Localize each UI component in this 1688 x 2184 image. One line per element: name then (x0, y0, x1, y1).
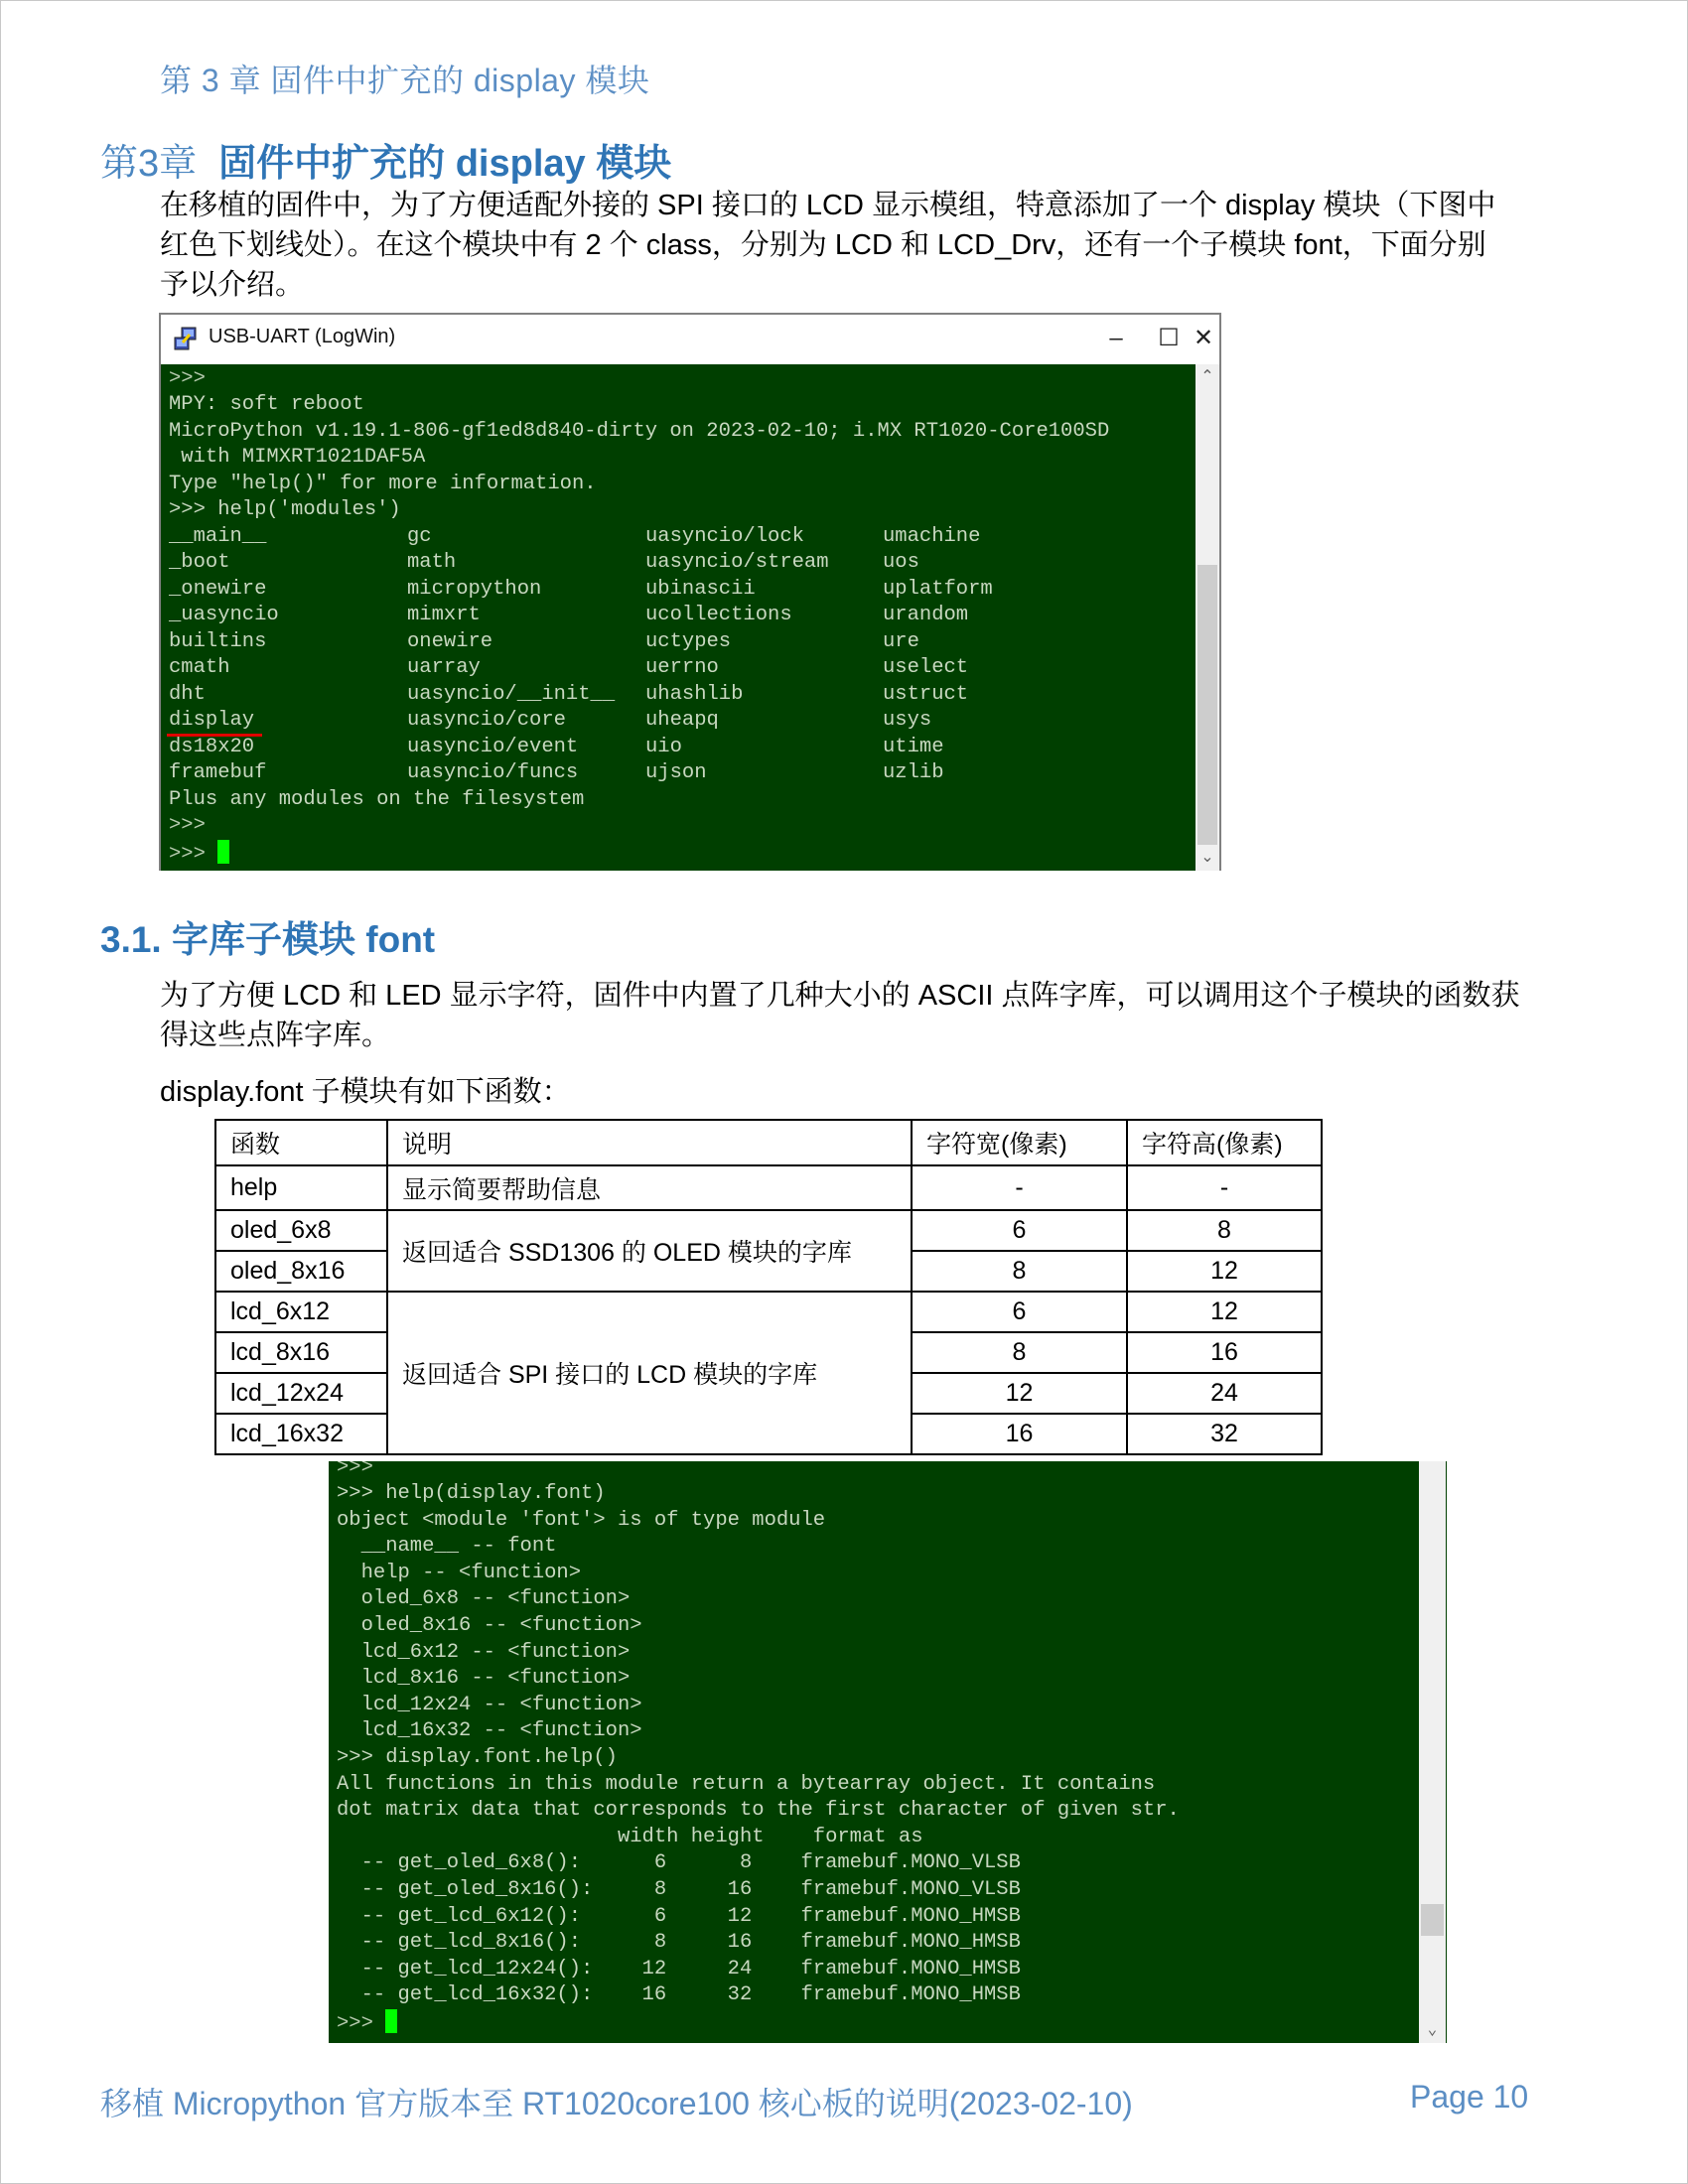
terminal-line: -- get_lcd_16x32(): 16 32 framebuf.MONO_HMSB (337, 1983, 1021, 2006)
module-cell: uasyncio/event (407, 736, 579, 758)
terminal-output[interactable] (161, 364, 1196, 871)
terminal-line: oled_6x8 -- <function> (337, 1587, 631, 1610)
module-cell: uplatform (883, 578, 993, 601)
terminal-line: Plus any modules on the filesystem (169, 788, 585, 811)
table-row (215, 1292, 1322, 1332)
height-cell: 12 (1127, 1292, 1322, 1332)
height-cell: 8 (1127, 1210, 1322, 1251)
scrollbar-thumb[interactable] (1421, 1904, 1444, 1936)
module-cell: framebuf (169, 761, 267, 784)
chapter-heading (100, 132, 671, 187)
func-cell: lcd_12x24 (215, 1373, 387, 1414)
table-header-row (215, 1120, 1322, 1165)
module-cell: builtins (169, 630, 267, 653)
table-row (215, 1210, 1322, 1251)
terminal-line: lcd_16x32 -- <function> (337, 1719, 642, 1742)
terminal-line: -- get_lcd_8x16(): 8 16 framebuf.MONO_HMSB (337, 1931, 1021, 1954)
module-cell: uselect (883, 656, 969, 679)
module-cell: uasyncio/__init__ (407, 683, 616, 706)
chapter-number: 第3章 (100, 143, 198, 185)
scroll-up-arrow-icon[interactable]: ⌃ (1200, 368, 1214, 385)
width-cell: 8 (912, 1251, 1127, 1292)
paragraph-line: 得这些点阵字库。 (160, 1020, 391, 1051)
width-cell: 12 (912, 1373, 1127, 1414)
height-cell: - (1127, 1165, 1322, 1210)
module-cell: uasyncio/lock (645, 525, 804, 548)
terminal-line: __name__ -- font (337, 1535, 557, 1558)
module-cell: uheapq (645, 709, 719, 732)
maximize-button[interactable]: ☐ (1158, 325, 1180, 351)
close-button[interactable]: ✕ (1193, 325, 1214, 351)
prompt-text: >>> (337, 2012, 386, 2035)
running-header: 第 3 章 固件中扩充的 display 模块 (160, 63, 650, 98)
module-cell: _boot (169, 551, 230, 574)
terminal-line: oled_8x16 -- <function> (337, 1614, 642, 1637)
header-cell: 说明 (387, 1120, 912, 1165)
module-cell: uasyncio/funcs (407, 761, 579, 784)
module-cell: gc (407, 525, 432, 548)
terminal-line: width height format as (337, 1826, 923, 1848)
module-cell: usys (883, 709, 932, 732)
width-cell: 6 (912, 1292, 1127, 1332)
module-cell: ds18x20 (169, 736, 255, 758)
terminal-line: lcd_12x24 -- <function> (337, 1694, 642, 1716)
minimize-button[interactable]: – (1109, 325, 1123, 351)
module-cell: uzlib (883, 761, 944, 784)
font-function-table (214, 1119, 1323, 1455)
module-cell: ujson (645, 761, 707, 784)
module-cell-display: display (169, 709, 255, 732)
terminal-line: >>> help('modules') (169, 498, 401, 521)
height-cell: 16 (1127, 1332, 1322, 1373)
terminal-line: lcd_8x16 -- <function> (337, 1667, 631, 1690)
module-cell: math (407, 551, 457, 574)
paragraph-line: 为了方便 LCD 和 LED 显示字符，固件中内置了几种大小的 ASCII 点阵字库，可以调用这个子模块的函数获 (160, 980, 1520, 1012)
text-cursor (217, 840, 229, 864)
module-cell: ucollections (645, 604, 792, 626)
terminal-line: >>> (169, 814, 206, 837)
table-caption (160, 1072, 1570, 1112)
scrollbar-thumb[interactable] (1197, 565, 1217, 845)
text-cursor (385, 2009, 397, 2033)
desc-cell: 返回适合 SPI 接口的 LCD 模块的字库 (387, 1292, 912, 1454)
module-cell: micropython (407, 578, 542, 601)
module-cell: onewire (407, 630, 493, 653)
func-cell: lcd_16x32 (215, 1414, 387, 1454)
logwin-window (159, 313, 1221, 871)
window-titlebar[interactable] (161, 315, 1219, 364)
module-cell: dht (169, 683, 206, 706)
module-cell: uos (883, 551, 919, 574)
width-cell: 8 (912, 1332, 1127, 1373)
terminal-line: -- get_oled_6x8(): 6 8 framebuf.MONO_VLSB (337, 1851, 1021, 1874)
module-cell: ure (883, 630, 919, 653)
paragraph-line: 予以介绍。 (160, 269, 305, 301)
terminal-line: MicroPython v1.19.1-806-gf1ed8d840-dirty on 2023-02-10; i.MX RT1020-Core100SD (169, 420, 1110, 443)
module-cell: uhashlib (645, 683, 744, 706)
paragraph-line: 红色下划线处）。在这个模块中有 2 个 class，分别为 LCD 和 LCD_Drv，还有一个子模块 font，下面分别 (160, 229, 1486, 261)
terminal-line: dot matrix data that corresponds to the first character of given str. (337, 1799, 1180, 1822)
terminal-line: -- get_oled_8x16(): 8 16 framebuf.MONO_VLSB (337, 1878, 1021, 1901)
module-cell: _uasyncio (169, 604, 279, 626)
module-cell: utime (883, 736, 944, 758)
func-cell: oled_6x8 (215, 1210, 387, 1251)
module-cell: uerrno (645, 656, 719, 679)
terminal-line: >>> (169, 367, 206, 390)
height-cell: 24 (1127, 1373, 1322, 1414)
func-cell: lcd_8x16 (215, 1332, 387, 1373)
width-cell: - (912, 1165, 1127, 1210)
module-cell: umachine (883, 525, 981, 548)
module-cell: uasyncio/stream (645, 551, 829, 574)
page-number: Page 10 (1410, 2079, 1529, 2115)
terminal-line: lcd_6x12 -- <function> (337, 1641, 631, 1664)
module-cell: uctypes (645, 630, 732, 653)
width-cell: 16 (912, 1414, 1127, 1454)
terminal-line: Type "help()" for more information. (169, 473, 597, 495)
vertical-scrollbar[interactable] (1419, 1461, 1446, 2043)
section-heading: 3.1. 字库子模块 font (100, 919, 436, 960)
terminal-line: >>> (337, 1461, 373, 1479)
func-cell: help (215, 1165, 387, 1210)
module-cell: __main__ (169, 525, 267, 548)
module-cell: uasyncio/core (407, 709, 566, 732)
module-cell: uarray (407, 656, 481, 679)
chapter-title: 固件中扩充的 display 模块 (218, 143, 672, 185)
terminal-line: help -- <function> (337, 1562, 582, 1584)
scroll-down-arrow-icon[interactable]: ⌄ (1200, 849, 1214, 866)
terminal-prompt-line[interactable] (169, 840, 229, 866)
width-cell: 6 (912, 1210, 1127, 1251)
module-cell: cmath (169, 656, 230, 679)
terminal-line: -- get_lcd_12x24(): 12 24 framebuf.MONO_HMSB (337, 1958, 1021, 1980)
height-cell: 12 (1127, 1251, 1322, 1292)
module-cell: mimxrt (407, 604, 481, 626)
header-cell: 函数 (215, 1120, 387, 1165)
terminal-line: All functions in this module return a bytearray object. It contains (337, 1773, 1156, 1796)
caption-text: display.font 子模块有如下函数： (160, 1076, 571, 1108)
terminal-prompt-line[interactable] (337, 2009, 397, 2035)
intro-paragraph (160, 186, 1570, 305)
paragraph-line: 在移植的固件中，为了方便适配外接的 SPI 接口的 LCD 显示模组，特意添加了一个 display 模块（下图中 (160, 190, 1496, 221)
desc-cell: 显示简要帮助信息 (387, 1165, 912, 1210)
height-cell: 32 (1127, 1414, 1322, 1454)
vertical-scrollbar[interactable] (1196, 364, 1219, 871)
serial-port-icon (173, 327, 199, 352)
terminal-line: >>> display.font.help() (337, 1746, 618, 1769)
header-cell: 字符宽(像素) (912, 1120, 1127, 1165)
prompt-text: >>> (169, 843, 218, 866)
header-cell: 字符高(像素) (1127, 1120, 1322, 1165)
terminal-line: >>> help(display.font) (337, 1482, 606, 1505)
module-cell: _onewire (169, 578, 267, 601)
window-title: USB-UART (LogWin) (209, 326, 396, 347)
module-cell: ubinascii (645, 578, 756, 601)
module-cell: uio (645, 736, 682, 758)
terminal-line: -- get_lcd_6x12(): 6 12 framebuf.MONO_HMSB (337, 1905, 1021, 1928)
module-cell: ustruct (883, 683, 969, 706)
scroll-down-arrow-icon[interactable]: ⌄ (1427, 2021, 1438, 2039)
terminal-line: object <module 'font'> is of type module (337, 1509, 826, 1532)
table-row (215, 1165, 1322, 1210)
func-cell: lcd_6x12 (215, 1292, 387, 1332)
section-paragraph (160, 976, 1570, 1055)
desc-cell: 返回适合 SSD1306 的 OLED 模块的字库 (387, 1210, 912, 1292)
module-cell: urandom (883, 604, 969, 626)
terminal-line: with MIMXRT1021DAF5A (169, 446, 426, 469)
terminal-line: MPY: soft reboot (169, 393, 364, 416)
func-cell: oled_8x16 (215, 1251, 387, 1292)
help-terminal-output[interactable] (329, 1461, 1447, 2043)
footer-title: 移植 Micropython 官方版本至 RT1020core100 核心板的说明(2023-02-10) (100, 2086, 1133, 2121)
